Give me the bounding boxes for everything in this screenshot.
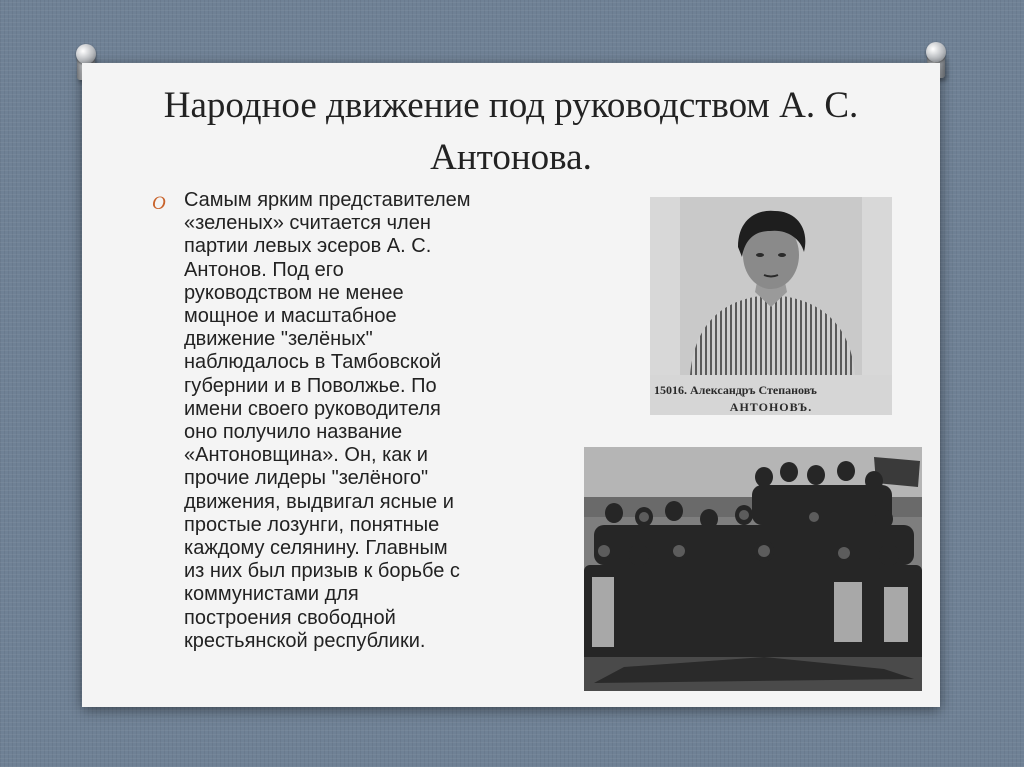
portrait-caption-surname: АНТОНОВЪ.	[729, 400, 813, 414]
antonov-portrait-photo	[650, 197, 892, 415]
bullet-marker-icon: O	[152, 193, 166, 214]
portrait-caption-number: 15016.	[654, 383, 687, 397]
group-photo	[584, 447, 922, 691]
portrait-caption-first-name: Александръ Степановъ	[690, 383, 817, 397]
slide-title: Народное движение под руководством А. С. Антонова.	[163, 85, 859, 178]
slide-body-text: Самым ярким представителем «зеленых» считается член партии левых эсеров А. С. Антонов. Под его руководством не менее мощное и масштабное движение "зелёных" наблюдалось в Тамбовской губернии и в Поволжье. По имени своего руководителя оно получило название «Антоновщина». Он, как и прочие лидеры "зелёного" движения, выдвигал ясные и простые лозунги, понятные каждому селянину. Главным из них был призыв к борьбе с коммунистами для построения свободной крестьянской республики.	[184, 189, 471, 652]
group-photo-illustration	[584, 447, 922, 691]
